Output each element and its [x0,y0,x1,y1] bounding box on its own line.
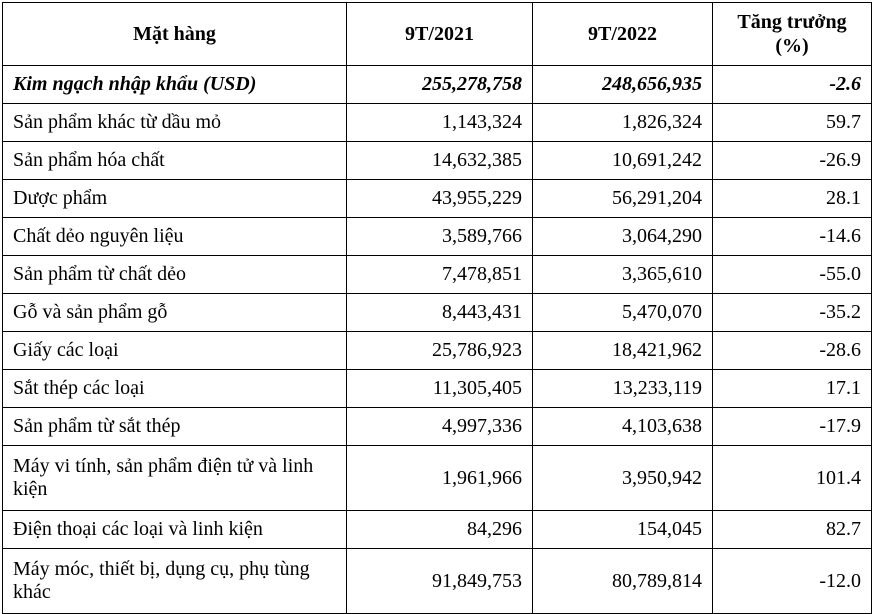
cell-item-name: Sản phẩm khác từ dầu mỏ [3,104,347,142]
cell-value-2022: 4,103,638 [533,408,713,446]
cell-value-2022: 5,470,070 [533,294,713,332]
cell-item-name: Chất dẻo nguyên liệu [3,218,347,256]
table-row [3,294,872,332]
cell-item-name: Điện thoại các loại và linh kiện [3,511,347,549]
cell-growth-percent: -12.0 [713,549,872,614]
cell-growth-percent: 101.4 [713,446,872,511]
cell-value-2022: 10,691,242 [533,142,713,180]
cell-value-2022: 3,950,942 [533,446,713,511]
cell-growth-percent: -26.9 [713,142,872,180]
table-row [3,332,872,370]
column-header-item: Mặt hàng [3,3,347,66]
cell-value-2022: 13,233,119 [533,370,713,408]
cell-value-2021: 8,443,431 [347,294,533,332]
cell-value-2021: 1,961,966 [347,446,533,511]
table-row [3,142,872,180]
cell-value-2021: 25,786,923 [347,332,533,370]
cell-item-name: Sản phẩm từ sắt thép [3,408,347,446]
column-header-growth-line2: (%) [775,35,809,57]
table-row [3,256,872,294]
cell-value-2022: 80,789,814 [533,549,713,614]
cell-item-name: Gỗ và sản phẩm gỗ [3,294,347,332]
cell-value-2022: 1,826,324 [533,104,713,142]
cell-value-2021: 3,589,766 [347,218,533,256]
column-header-growth [713,3,872,66]
cell-value-2021: 11,305,405 [347,370,533,408]
cell-value-2021: 43,955,229 [347,180,533,218]
table-row [3,66,872,104]
cell-growth-percent: -17.9 [713,408,872,446]
cell-item-name: Máy vi tính, sản phẩm điện tử và linh kiện [3,446,347,511]
cell-value-2022: 154,045 [533,511,713,549]
cell-growth-percent: 17.1 [713,370,872,408]
cell-item-name: Kim ngạch nhập khẩu (USD) [3,66,347,104]
table-row [3,511,872,549]
cell-item-name: Giấy các loại [3,332,347,370]
table-row [3,218,872,256]
cell-value-2022: 3,365,610 [533,256,713,294]
table-body [3,66,872,614]
cell-item-name: Máy móc, thiết bị, dụng cụ, phụ tùng khác [3,549,347,614]
table-row [3,104,872,142]
document-sheet [0,2,873,603]
cell-growth-percent: 82.7 [713,511,872,549]
cell-item-name: Sắt thép các loại [3,370,347,408]
column-header-2022: 9T/2022 [533,3,713,66]
cell-item-name: Sản phẩm từ chất dẻo [3,256,347,294]
cell-value-2021: 1,143,324 [347,104,533,142]
column-header-2021: 9T/2021 [347,3,533,66]
table-header [3,3,872,66]
cell-item-name: Dược phẩm [3,180,347,218]
cell-growth-percent: -35.2 [713,294,872,332]
table-row [3,180,872,218]
cell-value-2021: 84,296 [347,511,533,549]
cell-growth-percent: -55.0 [713,256,872,294]
cell-value-2021: 91,849,753 [347,549,533,614]
cell-value-2022: 3,064,290 [533,218,713,256]
cell-value-2021: 255,278,758 [347,66,533,104]
cell-growth-percent: -2.6 [713,66,872,104]
table-row [3,549,872,614]
cell-value-2021: 7,478,851 [347,256,533,294]
cell-value-2021: 14,632,385 [347,142,533,180]
cell-value-2022: 248,656,935 [533,66,713,104]
cell-growth-percent: -28.6 [713,332,872,370]
cell-item-name: Sản phẩm hóa chất [3,142,347,180]
cell-value-2022: 56,291,204 [533,180,713,218]
cell-value-2022: 18,421,962 [533,332,713,370]
cell-growth-percent: 59.7 [713,104,872,142]
table-row [3,446,872,511]
cell-growth-percent: -14.6 [713,218,872,256]
import-value-table [2,2,872,614]
table-row [3,408,872,446]
header-row [3,3,872,66]
column-header-growth-line1: Tăng trưởng [737,11,847,33]
cell-value-2021: 4,997,336 [347,408,533,446]
cell-growth-percent: 28.1 [713,180,872,218]
table-row [3,370,872,408]
